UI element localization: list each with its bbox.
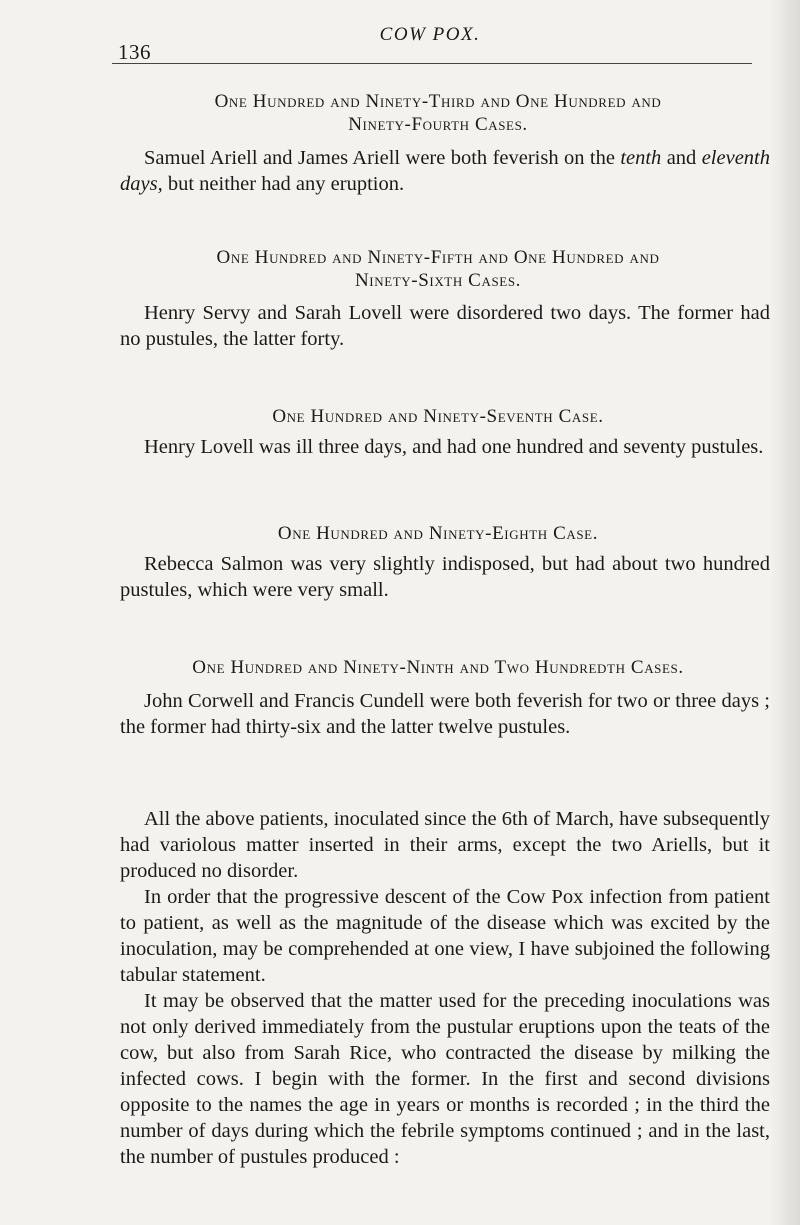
case-text-emphasis: tenth: [620, 147, 662, 169]
heading-line: Ninety-Sixth Cases.: [354, 270, 521, 291]
case-text: Henry Servy and Sarah Lovell were disordered two days. The former had no pustules, the latter forty.: [120, 302, 770, 350]
case-heading-193-194: [118, 90, 758, 136]
heading-line: One Hundred and Ninety-Fifth and One Hundred and: [216, 247, 660, 268]
case-text-193-194: [120, 145, 770, 197]
case-text-199-200: [120, 688, 770, 740]
closing-paragraph: [120, 884, 770, 988]
closing-text: It may be observed that the matter used for the preceding inoculations was not only derived immediately from the pustular eruptions upon the teats of the cow, but also from Sarah Rice, who contracted the disease by milking the infected cows. I begin with the former. In the first and second divisions opposite to the names the age in years or months is recorded ; in the third the number of days during which the febrile symptoms continued ; and in the last, the number of pustules produced :: [120, 990, 770, 1168]
case-heading-195-196: [118, 246, 758, 292]
heading-line: Ninety-Fourth Cases.: [348, 114, 528, 135]
case-text: Henry Lovell was ill three days, and had one hundred and seventy pustules.: [144, 436, 764, 458]
running-title: COW POX.: [379, 24, 481, 45]
case-text-part: but neither had any eruption.: [162, 173, 405, 195]
closing-paragraph: [120, 806, 770, 884]
case-text-part: Samuel Ariell and James Ariell were both feverish on the: [144, 147, 621, 169]
case-heading-198: [118, 522, 758, 545]
case-text: Rebecca Salmon was very slightly indisposed, but had about two hundred pustules, which were very small.: [120, 553, 770, 601]
closing-text: All the above patients, inoculated since the 6th of March, have subsequently had variolous matter inserted in their arms, except the two Ariells, but it produced no disorder.: [120, 808, 770, 882]
case-text-198: [120, 551, 770, 603]
case-heading-197: [118, 405, 758, 428]
header-rule: [112, 63, 752, 64]
case-text-part: and: [661, 147, 702, 169]
closing-text: In order that the progressive descent of the Cow Pox infection from patient to patient, as well as the magnitude of the disease which was excited by the inoculation, may be comprehended at one view, I have subjoined the following tabular statement.: [120, 886, 770, 986]
closing-paragraph: [120, 988, 770, 1170]
case-text-197: [120, 434, 770, 460]
heading-line: One Hundred and Ninety-Third and One Hundred and: [214, 91, 662, 112]
page-number: 136: [118, 40, 151, 64]
case-text-195-196: [120, 300, 770, 352]
heading-line: One Hundred and Ninety-Ninth and Two Hundredth Cases.: [192, 657, 684, 678]
heading-line: One Hundred and Ninety-Eighth Case.: [277, 523, 599, 544]
heading-line: One Hundred and Ninety-Seventh Case.: [272, 406, 604, 427]
case-text: John Corwell and Francis Cundell were both feverish for two or three days ; the former had thirty-six and the latter twelve pustules.: [120, 690, 770, 738]
case-text-emphasis: eleventh days,: [120, 147, 770, 195]
case-heading-199-200: [118, 656, 758, 679]
